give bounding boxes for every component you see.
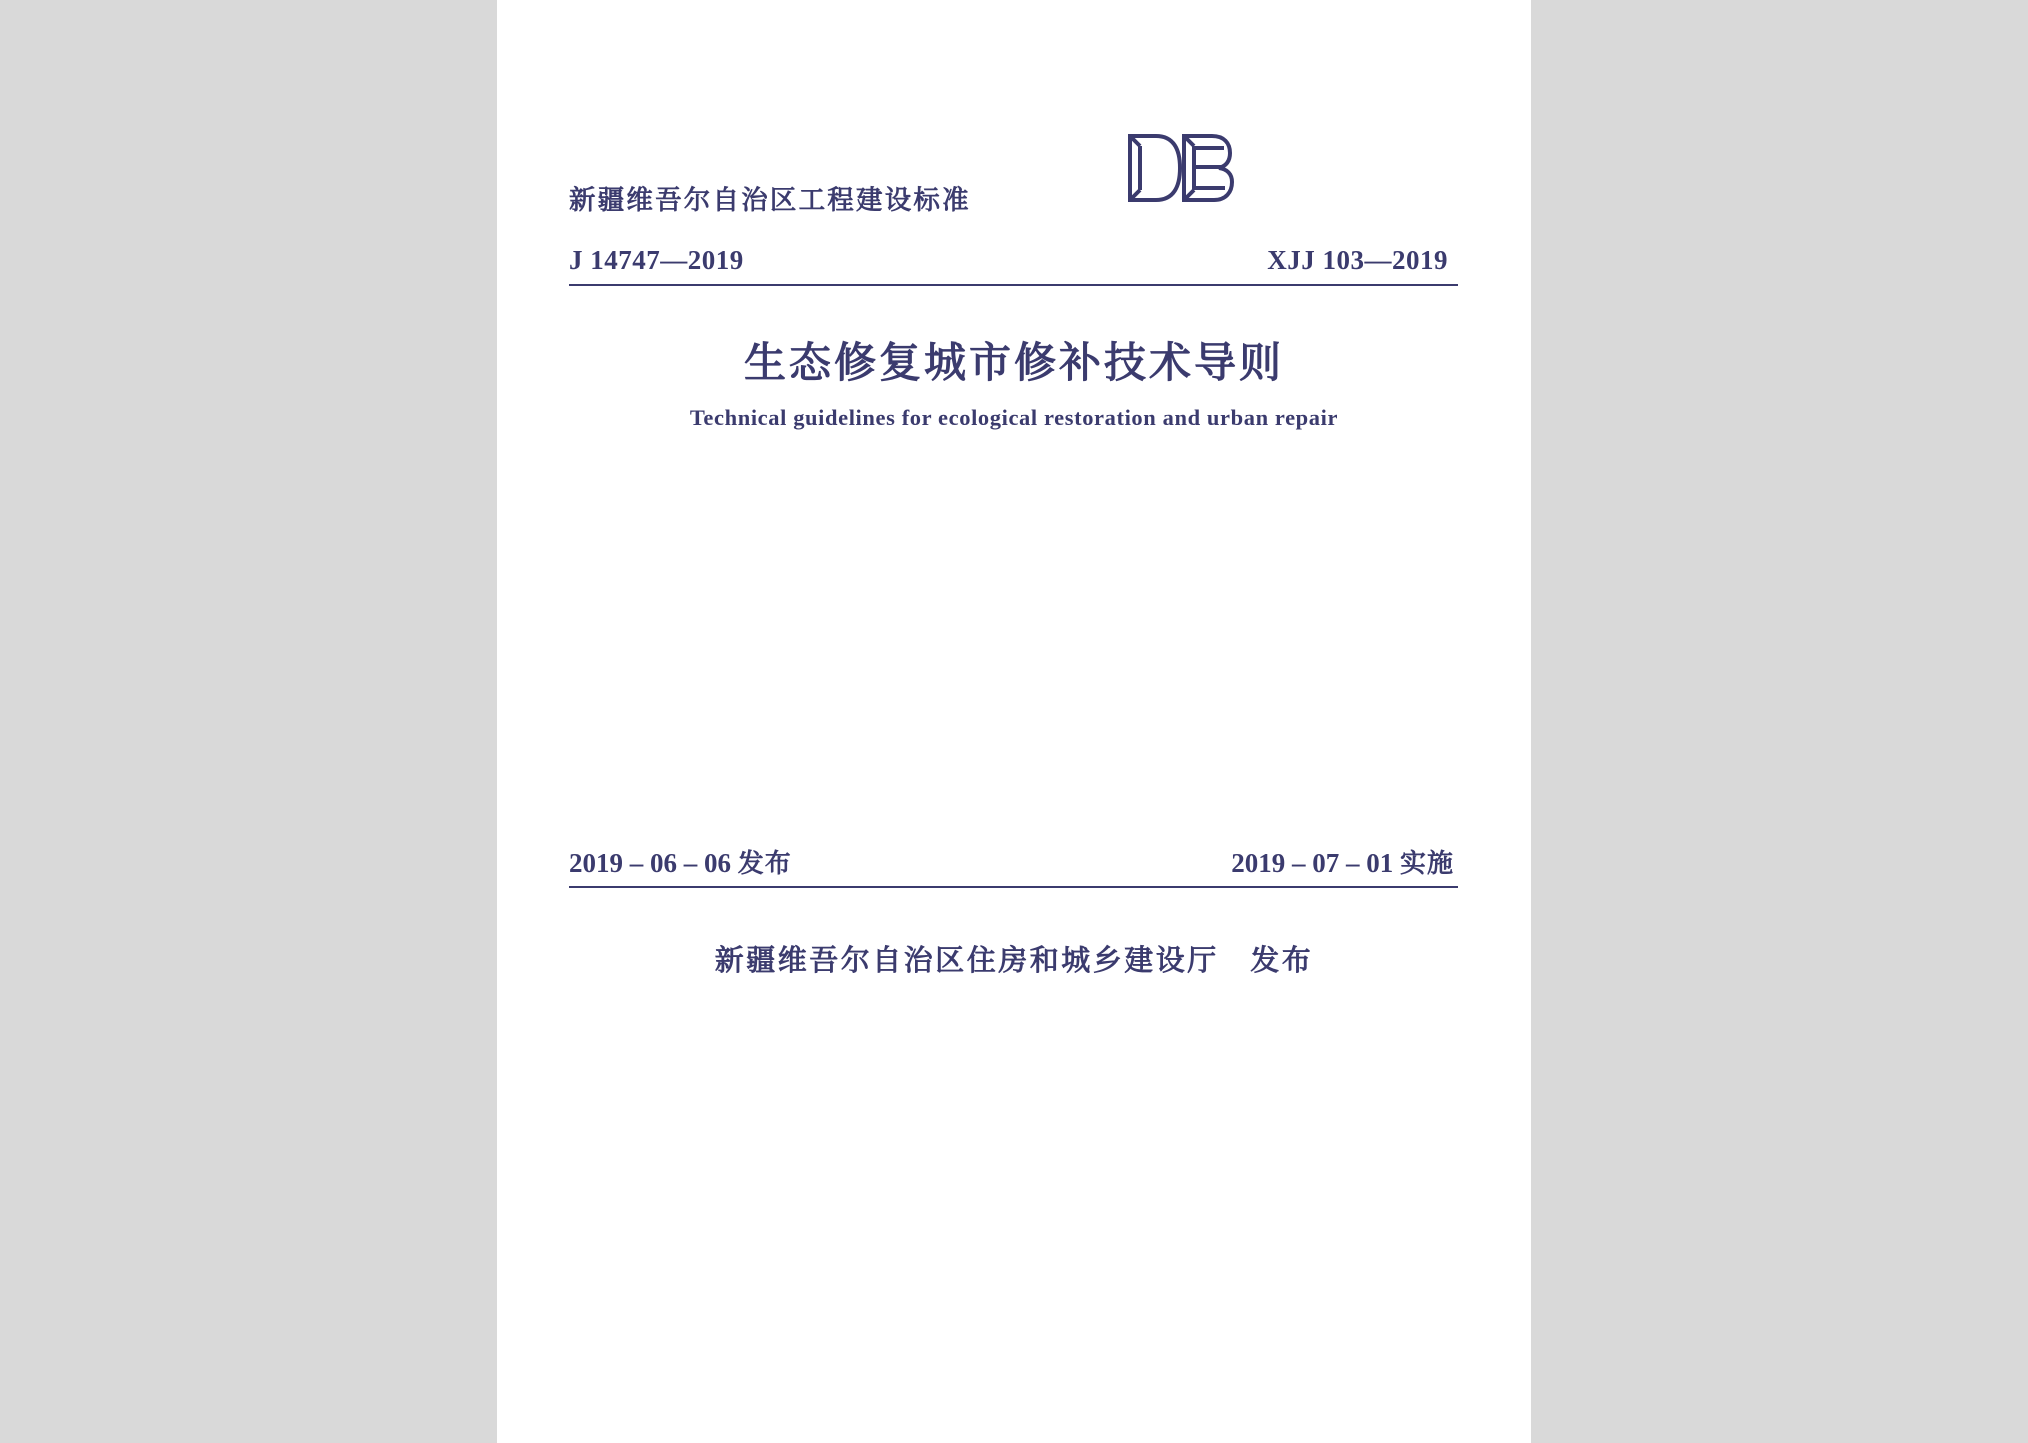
cover-header — [497, 130, 1531, 220]
issuer-line: 新疆维吾尔自治区工程建设标准 — [569, 185, 971, 215]
issue-date-value: 2019 – 06 – 06 — [569, 848, 731, 878]
publisher-line: 新疆维吾尔自治区住房和城乡建设厅 发布 — [714, 945, 1314, 977]
record-number: J 14747—2019 — [569, 245, 744, 275]
issue-date — [569, 843, 792, 880]
effective-date-label: 实施 — [1399, 848, 1454, 878]
title-english: Technical guidelines for ecological restoration and urban repair — [689, 405, 1339, 430]
db-logo-icon — [1122, 130, 1242, 208]
title-chinese: 生态修复城市修补技术导则 — [743, 339, 1284, 386]
standard-number: XJJ 103—2019 — [1267, 245, 1448, 275]
document-page — [497, 0, 1531, 1443]
standard-numbers-row — [569, 228, 1458, 286]
effective-date — [1231, 843, 1454, 880]
dates-row — [569, 838, 1458, 888]
effective-date-value: 2019 – 07 – 01 — [1231, 848, 1394, 878]
cover-content — [497, 0, 1531, 1443]
issue-date-label: 发布 — [737, 848, 792, 878]
